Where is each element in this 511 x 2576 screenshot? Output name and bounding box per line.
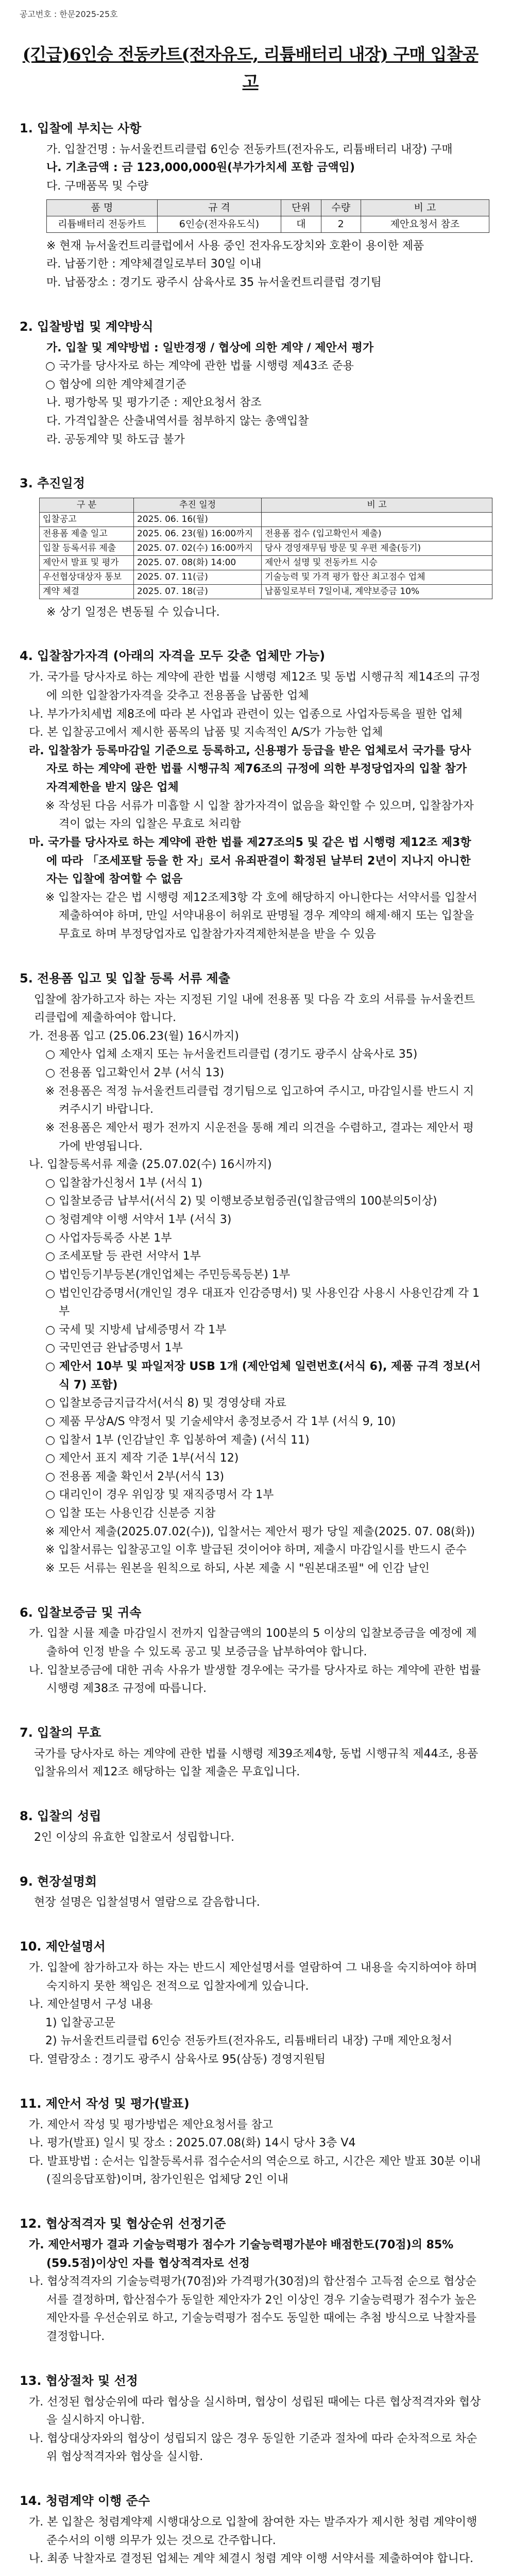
table-row xyxy=(40,555,492,570)
section-13 xyxy=(20,2371,481,2466)
text-line: ※ 모든 서류는 원본을 원칙으로 하되, 사본 제출 시 "원본대조필" 에 인감 날인 xyxy=(45,1562,430,1575)
text-line: 가. 제안서 작성 및 평가방법은 제안요청서를 참고 xyxy=(29,2118,273,2131)
text-line: 나. 기초금액 : 금 123,000,000원(부가가치세 포함 금액임) xyxy=(46,161,355,175)
schedule-table xyxy=(39,498,492,599)
text-line: ○ 입찰보증금 납부서(서식 2) 및 이행보증보험증권(입찰금액의 100분의5이상) xyxy=(45,1195,437,1208)
text-line: ※ 상기 일정은 변동될 수 있습니다. xyxy=(46,605,220,619)
text-line: 다. 구매품목 및 수량 xyxy=(46,179,148,193)
text-line: 나. 평가(발표) 일시 및 장소 : 2025.07.08(화) 14시 당사 3층 V4 xyxy=(29,2137,356,2150)
text-paragraph: 현장 설명은 입찰설명서 열람으로 갈음합니다. xyxy=(34,1896,260,1909)
section-5 xyxy=(20,969,481,1578)
text-line: ○ 협상에 의한 계약체결기준 xyxy=(45,378,186,391)
table-header: 구 분 xyxy=(40,498,134,513)
text-line: 나. 평가항목 및 평가기준 : 제안요청서 참조 xyxy=(46,396,262,410)
text-line: 1) 입찰공고문 xyxy=(45,2016,115,2029)
text-line: 다. 열람장소 : 경기도 광주시 삼육사로 95(삼동) 경영지원팀 xyxy=(29,2053,326,2066)
text-line: ○ 제안서 표지 제작 기준 1부(서식 12) xyxy=(45,1452,239,1465)
section-title: 14. 청렴계약 이행 준수 xyxy=(20,2494,150,2509)
section-11 xyxy=(20,2094,481,2189)
section-7 xyxy=(20,1723,481,1782)
table-header: 추진 일정 xyxy=(134,498,262,513)
table-cell: 전용폼 접수 (입고확인서 제출) xyxy=(262,527,492,541)
text-line: ※ 현재 뉴서울컨트리클럽에서 사용 중인 전자유도장치와 호환이 용이한 제품 xyxy=(46,239,424,252)
item-table xyxy=(46,199,489,232)
table-cell: 기술능력 및 가격 평가 합산 최고점수 업체 xyxy=(262,570,492,584)
table-cell: 2025. 07. 18(금) xyxy=(134,584,262,599)
text-line: 나. 협상적격자의 기술능력평가(70점)와 가격평가(30점)의 합산점수 고득점 순으로 협상순서를 결정하며, 합산점수가 동일한 제안자가 2인 이상인 경우 기술능력평가 점수가 높은 제안자를 우선순위로 하고, 기술능력평가 점수도 동일한 때에는 추첨 방식으로 낙찰자를 결정합니다. xyxy=(29,2275,477,2344)
text-paragraph: 2인 이상의 유효한 입찰로서 성립합니다. xyxy=(34,1831,234,1844)
text-line: 다. 가격입찰은 산출내역서를 첨부하지 않는 총액입찰 xyxy=(46,415,309,428)
table-header: 단위 xyxy=(281,200,321,216)
table-cell: 2025. 07. 08(화) 14:00 xyxy=(134,555,262,570)
text-line: 가. 제안서평가 결과 기술능력평가 점수가 기술능력평가분야 배점한도(70점)의 85%(59.5점)이상인 자를 협상적격자로 선정 xyxy=(29,2238,454,2270)
section-title: 10. 제안설명서 xyxy=(20,1939,106,1954)
table-cell: 대 xyxy=(281,216,321,233)
table-cell xyxy=(262,513,492,527)
text-line: ○ 제안서 10부 및 파일저장 USB 1개 (제안업체 일련번호(서식 6), 제품 규격 정보(서식 7) 포함) xyxy=(45,1360,481,1392)
text-line: 마. 납품장소 : 경기도 광주시 삼육사로 35 뉴서울컨트리클럽 경기팀 xyxy=(46,276,382,290)
text-line: ○ 법인등기부등본(개인업체는 주민등록등본) 1부 xyxy=(45,1268,291,1281)
text-line: 가. 입찰건명 : 뉴서울컨트리클럽 6인승 전동카트(전자유도, 리튬배터리 내장) 구매 xyxy=(46,143,453,156)
text-line: 나. 입찰등록서류 제출 (25.07.02(수) 16시까지) xyxy=(29,1158,272,1172)
table-cell: 입찰 등록서류 제출 xyxy=(40,541,134,556)
text-line: 나. 제안설명서 구성 내용 xyxy=(29,1998,153,2011)
text-line: ○ 국민연금 완납증명서 1부 xyxy=(45,1342,183,1355)
table-cell: 제안서 발표 및 평가 xyxy=(40,555,134,570)
text-line: 라. 공동계약 및 하도급 불가 xyxy=(46,433,185,446)
text-line: ※ 전용폼은 적정 뉴서울컨트리클럽 경기팀으로 입고하여 주시고, 마감일시를 반드시 지켜주시기 바랍니다. xyxy=(45,1084,474,1116)
text-line: ○ 제안사 업체 소재지 또는 뉴서울컨트리클럽 (경기도 광주시 삼육사로 35) xyxy=(45,1048,418,1061)
text-line: ※ 제안서 제출(2025.07.02(수)), 입찰서는 제안서 평가 당일 제출(2025. 07. 08(화)) xyxy=(45,1525,475,1538)
table-cell: 입찰공고 xyxy=(40,513,134,527)
table-row xyxy=(40,541,492,556)
text-line: ○ 전용폼 제출 확인서 2부(서식 13) xyxy=(45,1470,225,1483)
section-title: 12. 협상적격자 및 협상순위 선정기준 xyxy=(20,2216,226,2231)
text-line: ○ 국가를 당사자로 하는 계약에 관한 법률 시행령 제43조 준용 xyxy=(45,360,354,373)
text-line: 나. 부가가치세법 제8조에 따라 본 사업과 관련이 있는 업종으로 사업자등록을 필한 업체 xyxy=(29,707,463,721)
section-1 xyxy=(20,118,481,292)
text-line: 가. 입찰에 참가하고자 하는 자는 반드시 제안설명서를 열람하여 그 내용을 숙지하여야 하며 숙지하지 못한 책임은 전적으로 입찰자에게 있습니다. xyxy=(29,1961,478,1993)
section-title: 1. 입찰에 부치는 사항 xyxy=(20,121,142,135)
table-row xyxy=(40,513,492,527)
text-line: ※ 입찰자는 같은 법 시행령 제12조제3항 각 호에 해당하지 아니한다는 서약서를 입찰서 제출하여야 하며, 만일 서약내용이 허위로 판명될 경우 계약의 해제·해지 또는 입찰을 무효로 하며 부정당업자로 입찰참가자격제한처분을 받을 수 있음 xyxy=(45,891,478,941)
text-line: 가. 선정된 협상순위에 따라 협상을 실시하며, 협상이 성립된 때에는 다른 협상적격자와 협상을 실시하지 아니함. xyxy=(29,2395,481,2427)
text-line: ○ 대리인이 경우 위임장 및 재직증명서 각 1부 xyxy=(45,1488,274,1502)
text-line: ※ 입찰서류는 입찰공고일 이후 발급된 것이어야 하며, 제출시 마감일시를 반드시 준수 xyxy=(45,1544,467,1557)
text-line: ○ 입찰참가신청서 1부 (서식 1) xyxy=(45,1176,202,1190)
text-line: ※ 작성된 다음 서류가 미흡할 시 입찰 참가자격이 없음을 확인할 수 있으며, 입찰참가자격이 없는 자의 입찰은 무효로 처리함 xyxy=(45,799,474,831)
table-header: 품 명 xyxy=(47,200,158,216)
table-cell: 6인승(전자유도식) xyxy=(157,216,281,233)
text-line: ○ 법인인감증명서(개인일 경우 대표자 인감증명서) 및 사용인감 사용시 사용인감계 각 1부 xyxy=(45,1286,480,1318)
text-line: 라. 납품기한 : 계약체결일로부터 30일 이내 xyxy=(46,258,262,271)
section-title: 11. 제안서 작성 및 평가(발표) xyxy=(20,2096,190,2111)
text-line: 가. 입찰 시뮬 제출 마감일시 전까지 입찰금액의 100분의 5 이상의 입찰보증금을 예정에 제출하여 인정 받을 수 있도록 공고 및 보증금을 납부하여야 합니다. xyxy=(29,1627,477,1659)
text-line: 가. 본 입찰은 청렴계약제 시행대상으로 입찰에 참여한 자는 발주자가 제시한 청렴 계약이행 준수서의 이행 의무가 있는 것으로 간주합니다. xyxy=(29,2515,478,2547)
text-line: ○ 입찰보증금지급각서(서식 8) 및 경영상태 자료 xyxy=(45,1397,286,1410)
text-line: 나. 입찰보증금에 대한 귀속 사유가 발생할 경우에는 국가를 당사자로 하는 계약에 관한 법률 시행령 제38조 규정에 따릅니다. xyxy=(29,1664,481,1696)
text-line: ○ 전용폼 입고확인서 2부 (서식 13) xyxy=(45,1066,225,1080)
text-line: ※ 전용폼은 제안서 평가 전까지 시운전을 통해 계리 의견을 수렴하고, 결과는 제안서 평가에 반영됩니다. xyxy=(45,1121,474,1153)
text-line: 다. 본 입찰공고에서 제시한 품목의 납품 및 지속적인 A/S가 가능한 업체 xyxy=(29,726,383,739)
table-row xyxy=(47,216,489,233)
table-cell: 2025. 07. 11(금) xyxy=(134,570,262,584)
text-line: ○ 국세 및 지방세 납세증명서 각 1부 xyxy=(45,1323,227,1336)
text-line: ○ 사업자등록증 사본 1부 xyxy=(45,1231,172,1245)
text-line: ○ 제품 무상A/S 약정서 및 기술세약서 총정보증서 각 1부 (서식 9, 10) xyxy=(45,1415,396,1428)
text-line: 다. 발표방법 : 순서는 입찰등록서류 접수순서의 역순으로 하고, 시간은 제안 발표 30분 이내(질의응답포함)이며, 참가인원은 업체당 2인 이내 xyxy=(29,2155,481,2187)
section-2 xyxy=(20,317,481,449)
table-cell: 2 xyxy=(321,216,361,233)
text-line: 가. 국가를 당사자로 하는 계약에 관한 법률 시행령 제12조 및 동법 시행규칙 제14조의 규정에 의한 입찰참가자격을 갖추고 전용폼을 납품한 업체 xyxy=(29,671,481,702)
section-title: 2. 입찰방법 및 계약방식 xyxy=(20,319,154,334)
section-title: 13. 협상절차 및 선정 xyxy=(20,2373,138,2388)
section-title: 7. 입찰의 무효 xyxy=(20,1725,101,1740)
text-line: 나. 협상대상자와의 협상이 성립되지 않은 경우 동일한 기준과 절차에 따라 순차적으로 차순위 협상적격자와 협상을 실시함. xyxy=(29,2432,478,2464)
section-title: 8. 입찰의 성립 xyxy=(20,1809,101,1824)
text-line: ○ 청렴계약 이행 서약서 1부 (서식 3) xyxy=(45,1213,232,1227)
table-cell: 계약 체결 xyxy=(40,584,134,599)
section-title: 4. 입찰참가자격 (아래의 자격을 모두 갖춘 업체만 가능) xyxy=(20,649,326,664)
table-cell: 납품일로부터 7일이내, 계약보증금 10% xyxy=(262,584,492,599)
table-cell: 당사 경영재무팀 방문 및 우편 제출(등기) xyxy=(262,541,492,556)
text-line: ○ 조세포탈 등 관련 서약서 1부 xyxy=(45,1250,201,1263)
section-4 xyxy=(20,646,481,943)
section-6 xyxy=(20,1603,481,1698)
table-cell: 제안서 설명 및 전동카트 시승 xyxy=(262,555,492,570)
table-cell: 리튬배터리 전동카트 xyxy=(47,216,158,233)
table-row xyxy=(40,570,492,584)
table-cell: 전용폼 제출 일고 xyxy=(40,527,134,541)
section-3 xyxy=(20,473,481,621)
section-8 xyxy=(20,1806,481,1847)
table-cell: 2025. 06. 16(월) xyxy=(134,513,262,527)
text-line: 가. 입찰 및 계약방법 : 일반경쟁 / 협상에 의한 계약 / 제안서 평가 xyxy=(46,341,374,354)
table-header: 비 고 xyxy=(361,200,489,216)
table-row xyxy=(40,527,492,541)
text-paragraph: 국가를 당사자로 하는 계약에 관한 법률 시행령 제39조제4항, 동법 시행규칙 제44조, 용품입찰유의서 제12조 해당하는 입찰 제출은 무효입니다. xyxy=(34,1747,479,1779)
table-header: 비 고 xyxy=(262,498,492,513)
text-paragraph: 입찰에 참가하고자 하는 자는 지정된 기일 내에 전용폼 및 다음 각 호의 서류를 뉴서울컨트리클럽에 제출하여야 합니다. xyxy=(34,993,475,1025)
section-title: 5. 전용폼 입고 및 입찰 등록 서류 제출 xyxy=(20,971,230,986)
table-row xyxy=(40,584,492,599)
section-title: 3. 추진일정 xyxy=(20,476,85,491)
table-cell: 2025. 07. 02(수) 16:00까지 xyxy=(134,541,262,556)
section-12 xyxy=(20,2214,481,2346)
table-header: 수량 xyxy=(321,200,361,216)
text-line: 라. 입찰참가 등록마감일 기준으로 등록하고, 신용평가 등급을 받은 업체로서 국가를 당사자로 하는 계약에 관한 법률 시행규칙 제76조의 규정에 의한 부정당업자의 입찰 참가 자격제한을 받지 않은 업체 xyxy=(29,744,471,794)
section-title: 9. 현장설명회 xyxy=(20,1874,97,1889)
table-cell: 우선협상대상자 통보 xyxy=(40,570,134,584)
section-9 xyxy=(20,1872,481,1912)
text-line: ○ 입찰서 1부 (인감날인 후 입봉하여 제출) (서식 11) xyxy=(45,1433,310,1447)
text-line: ○ 입찰 또는 사용인감 신분증 지참 xyxy=(45,1507,216,1520)
table-cell: 제안요청서 참조 xyxy=(361,216,489,233)
section-14 xyxy=(20,2491,481,2568)
notice-number: 공고번호 : 한문2025-25호 xyxy=(20,9,118,19)
section-10 xyxy=(20,1937,481,2069)
table-header: 규 격 xyxy=(157,200,281,216)
text-line: 가. 전용폼 입고 (25.06.23(월) 16시까지) xyxy=(29,1029,239,1043)
text-line: 나. 최종 낙찰자로 결정된 업체는 계약 체결시 청렴 계약 이행 서약서를 제출하여야 합니다. xyxy=(29,2552,473,2566)
text-line: 마. 국가를 당사자로 하는 계약에 관한 법률 제27조의5 및 같은 법 시행령 제12조 제3항에 따라 「조세포탈 등을 한 자」로서 유죄판결이 확정된 날부터 2년이 지나지 아니한 자는 입찰에 참여할 수 없음 xyxy=(29,836,471,886)
section-title: 6. 입찰보증금 및 귀속 xyxy=(20,1605,142,1620)
text-line: 2) 뉴서울컨트리클럽 6인승 전동카트(전자유도, 리튬배터리 내장) 구매 제안요청서 xyxy=(45,2035,452,2048)
page-title: (긴급)6인승 전동카트(전자유도, 리튬배터리 내장) 구매 입찰공고 xyxy=(22,44,479,92)
table-cell: 2025. 06. 23(월) 16:00까지 xyxy=(134,527,262,541)
